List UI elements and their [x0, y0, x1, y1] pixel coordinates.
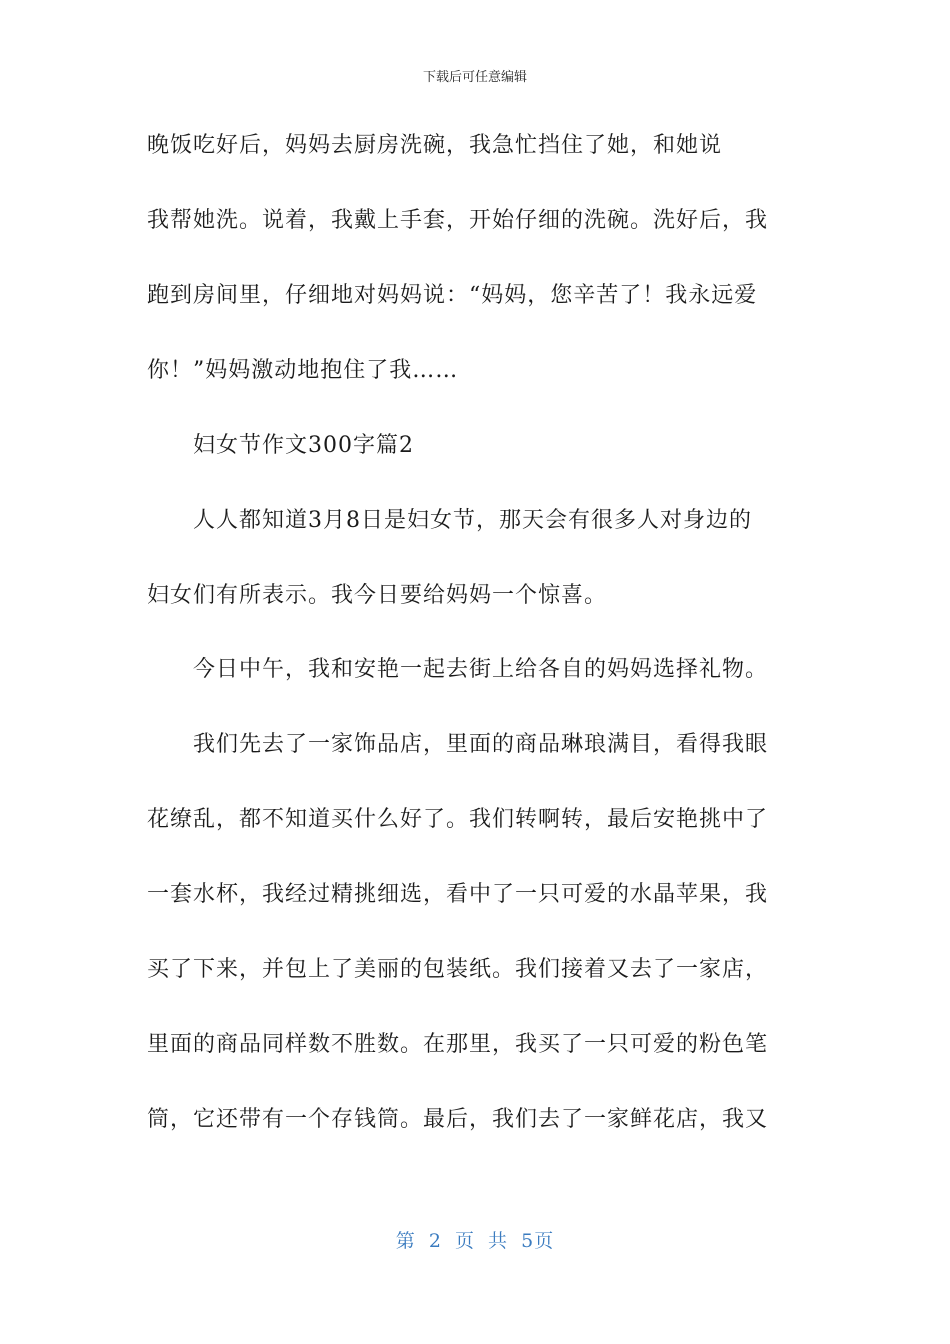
text-line-2: 我帮她洗。说着，我戴上手套，开始仔细的洗碗。洗好后，我: [147, 208, 769, 233]
text-line-10: 花缭乱，都不知道买什么好了。我们转啊转，最后安艳挑中了: [147, 807, 769, 832]
page-header: 下载后可任意编辑: [422, 70, 527, 85]
page-footer: [0, 1226, 950, 1253]
text-line-1: 晚饭吃好后，妈妈去厨房洗碗，我急忙挡住了她，和她说: [147, 133, 723, 158]
text-line-7: 妇女们有所表示。我今日要给妈妈一个惊喜。: [147, 583, 608, 608]
section-heading: 妇女节作文300字篇2: [193, 433, 414, 458]
footer-prefix: 第: [395, 1230, 416, 1252]
footer-total: 5页: [521, 1230, 555, 1252]
text-line-8: 今日中午，我和安艳一起去街上给各自的妈妈选择礼物。: [193, 657, 769, 682]
footer-total-prefix: 共: [488, 1230, 509, 1252]
text-line-9: 我们先去了一家饰品店，里面的商品琳琅满目，看得我眼: [193, 732, 769, 757]
text-line-4: 你！”妈妈激动地抱住了我……: [147, 358, 459, 383]
text-line-11: 一套水杯，我经过精挑细选，看中了一只可爱的水晶苹果，我: [147, 882, 769, 907]
text-line-6: 人人都知道3月8日是妇女节，那天会有很多人对身边的: [193, 508, 752, 533]
text-line-13: 里面的商品同样数不胜数。在那里，我买了一只可爱的粉色笔: [147, 1032, 769, 1057]
text-line-14: 筒，它还带有一个存钱筒。最后，我们去了一家鲜花店，我又: [147, 1107, 769, 1132]
text-line-3: 跑到房间里，仔细地对妈妈说：“妈妈，您辛苦了！我永远爱: [147, 283, 758, 308]
text-line-12: 买了下来，并包上了美丽的包装纸。我们接着又去了一家店，: [147, 957, 769, 982]
footer-page-number: 2: [428, 1230, 442, 1252]
footer-page-label: 页: [454, 1230, 475, 1252]
